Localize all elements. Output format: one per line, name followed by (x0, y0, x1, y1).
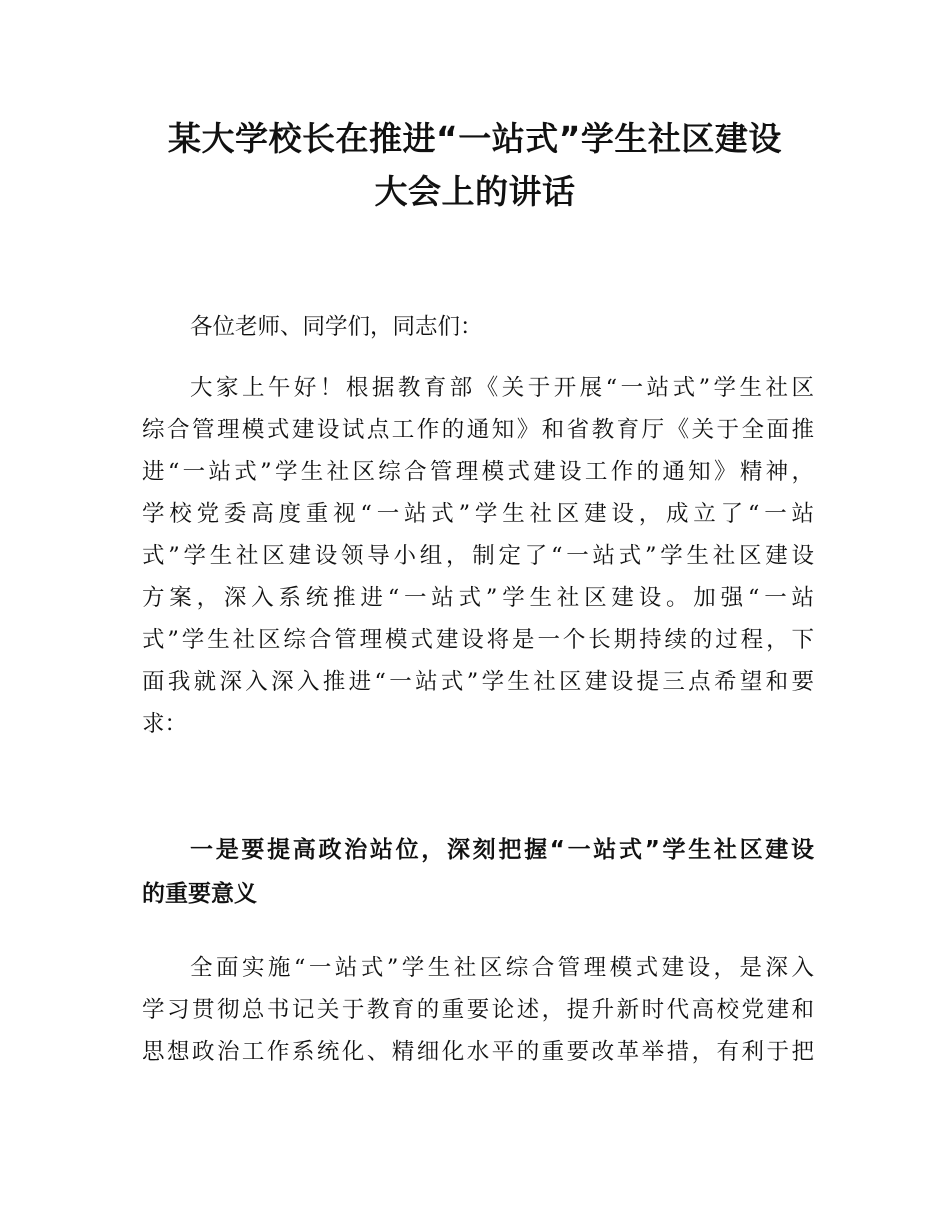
intro-paragraph (142, 367, 814, 745)
intro-line: 大家上午好！根据教育部《关于开展“一站式”学生社区 (190, 375, 814, 401)
section-heading (142, 828, 814, 916)
intro-line: 式”学生社区综合管理模式建设将是一个长期持续的过程，下 (142, 627, 814, 653)
intro-line: 求： (142, 711, 188, 737)
intro-line: 综合管理模式建设试点工作的通知》和省教育厅《关于全面推 (142, 417, 814, 443)
title-line-2: 大会上的讲话 (374, 172, 576, 211)
section-heading-line: 一是要提高政治站位，深刻把握“一站式”学生社区建设 (190, 837, 814, 863)
section-paragraph-line: 学习贯彻总书记关于教育的重要论述，提升新时代高校党建和 (142, 997, 814, 1023)
document-title (120, 112, 830, 218)
intro-line: 面我就深入深入推进“一站式”学生社区建设提三点希望和要 (142, 669, 814, 695)
intro-line: 学校党委高度重视“一站式”学生社区建设，成立了“一站 (142, 501, 814, 527)
intro-line: 进“一站式”学生社区综合管理模式建设工作的通知》精神， (142, 459, 814, 485)
section-paragraph (142, 947, 814, 1073)
salutation (142, 306, 814, 348)
section-paragraph-line: 全面实施“一站式”学生社区综合管理模式建设，是深入 (190, 955, 814, 981)
section-heading-line: 的重要意义 (142, 881, 257, 907)
title-line-1: 某大学校长在推进“一站式”学生社区建设 (168, 119, 782, 158)
intro-line: 式”学生社区建设领导小组，制定了“一站式”学生社区建设 (142, 543, 814, 569)
salutation-line: 各位老师、同学们，同志们： (190, 314, 483, 340)
section-paragraph-line: 思想政治工作系统化、精细化水平的重要改革举措，有利于把 (142, 1039, 814, 1065)
intro-line: 方案，深入系统推进“一站式”学生社区建设。加强“一站 (142, 585, 814, 611)
